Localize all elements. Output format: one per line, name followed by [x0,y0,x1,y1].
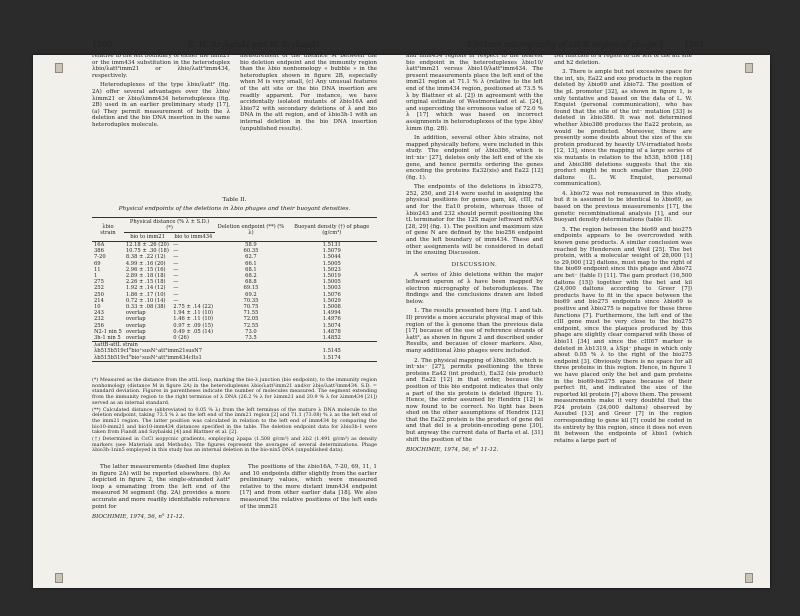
cell-imm434: — [173,279,179,286]
cell-deletion: 71.55 [243,310,259,317]
cell-strain: 7-20 [94,254,106,261]
cell-deletion: 68.8 [245,279,257,286]
cell-imm434: — [173,273,179,280]
cell-strain: 16A [94,242,105,248]
table-note: (†) Determined in CsCl isopycnic gradients, employing λpapa (1.508 g/cm³) and λb2 (1.491 g/cm³) as density markers (see Materials and Methods). The figures represent the averages of several determinations. Phage λbio3h-1nin5 employed in this study has an internal deletion in the bio-nin5 DNA (unpublished data). [92,436,377,454]
cell-deletion: 62.7 [245,254,257,261]
cell-density: 1.5029 [322,297,341,304]
running-authors [188,40,322,49]
running-authors-text: E. H. Szybalski and W. Szybalski. [188,40,322,49]
cell-imm434: 1.94 ± .11 (10) [173,310,214,317]
cell-strain: 3h-1 nin 5 [94,335,121,342]
cell-imm434: 0.97 ± .09 (15) [173,322,214,329]
column-2-top [240,53,377,191]
cell-imm434: — [173,242,179,248]
paragraph: Heteroduplexes of the type λbio/λatt² (fig. 2A) offer several advantages over the λbio/λimm21 or λbio/λimm434 heteroduplexes (fig. 2B) used in an earlier preliminary study [17], (a) They permit measurement of both the λ deletion and the bio DNA insertion in the same heteroduplex molecule. [92,82,230,128]
cell-imm21: 10.75 ± .30 (18) [125,248,169,255]
cell-density: 1.5019 [322,273,341,280]
cell-imm434: 0.49 ± .05 (14) [173,328,214,335]
paragraph: 2. The physical mapping of λbio386, which is int⁻xis⁻ [27], permits positioning the three proteins Ea42 (int product), Ea32 (xis product) and Ea22 [12] in that order, because the position of this bio endpoint indicates that only a part of the xis protein is deleted (figure 1). Hence, the order assumed by Hendrix [12] is now found to be correct. No light has been shed on the other assumptions of Hendrix [12] that the Ea22 protein is the product of gene del and that del is a protein-encoding gene [30], but anyway the current data of Barta et al. [31] shift the position of the [406,357,543,443]
cell-density: 1.4994 [322,310,341,317]
cell-density: 1.5131 [322,242,341,248]
cell-imm21: 8.38 ± .22 (12) [125,254,166,261]
table-title: Physical endpoints of the deletions in λbio phages and their buoyant densities. [118,206,351,212]
ref-label: λattB-attL strain [92,342,377,349]
cell-ref-strain: λb515b519cI°bio⁺susN⁺att²imm434cIts1 [94,354,202,361]
cell-strain: 1 [94,273,98,280]
cell-deletion: 72.55 [243,322,259,329]
running-title [467,40,666,49]
cell-density: 1.5074 [322,322,341,329]
column-1-bottom [92,464,230,526]
cell-imm434: — [173,291,179,298]
column-1-top [92,53,230,191]
cell-strain: 252 [94,285,104,292]
col-header-density: Buoyant density (†) of phage (g/cm³) [287,218,377,242]
column-2-bottom [240,464,377,526]
journal-footer-right: BIOCHIMIE, 1974, 56, n° 11-12. [406,447,499,454]
table-row [92,335,377,342]
cell-imm21: 2.96 ± .15 (16) [125,266,166,273]
paragraph: The endpoints of the deletions in λbio275, 252, 250, and 214 were useful in assigning the physical positions for genes gam, kil, cIII, ral and for the Ea10 protein, whereas those of λbio243 and 232 should permit positioning the tL terminator for the 12S major leftward mRNA [28, 29] (fig. 1). The position and maximum size of gene N are defined by the bio256 endpoint and the left boundary of imm434. These and other assignments will be considered in detail in the ensuing Discussion. [406,184,543,257]
cell-density: 1.4852 [322,335,341,342]
table-notes [92,378,377,455]
page-number-right: 1501 [684,40,705,49]
paragraph: 4. λbio72 was not remeasured in this study, but it is assumed to be identical to λbio69, as based on the previous measurements [17], the genetic recombinational analysis [1], and our buoyant density determinations (table II). [554,190,692,224]
cell-imm21: overlap [125,316,146,323]
table-row-ref [92,355,377,361]
running-title-text: Electron micrography of att-N region of phage λ. [467,40,667,49]
table-caption [92,197,377,212]
staple-top-left [55,63,63,73]
paragraph: measurement of the distance M between the bio deletion endpoint and the immunity region than the λbio nonhomology « bubble » in the heteroduplex shown in figure 2B, especially when M is very small, (c) Any unusual features of the att site or the bio DNA insertion are readily apparent. For instance, we have accidentally isolated mutants of λbio16A and λbio72 with secondary deletions of λ and bio DNA in the att region, and of λbio3h-1 with an internal deletion in the bio DNA insertion (unpublished results). [240,53,377,132]
staple-bottom-right [745,573,753,583]
cell-density: 1.5079 [322,248,341,255]
cell-density: 1.5005 [322,279,341,286]
cell-density: 1.5044 [322,254,341,261]
data-table [92,217,377,362]
cell-imm21: 1.92 ± .14 (12) [125,285,166,292]
cell-imm21: 0.33 ± .08 (38) [125,304,166,311]
cell-imm21: 12.18 ± .26 (20) [125,242,169,248]
cell-deletion: 70.75 [243,304,259,311]
cell-density: 1.4976 [322,316,341,323]
paragraph: 1. The results presented here (fig. 1 and tab. II) provide a more accurate physical map of this region of the λ genome than the previous data [17] because of the use of reference strands of λatt², as shown in figure 2 and described under Results, and because of closer markers. Also, many additional λbio phages were included. [406,308,543,354]
staple-top-right [745,63,753,73]
cell-imm434: — [173,248,179,255]
col-header-deletion: Deletion endpoint (**) (% λ) [215,218,286,242]
cell-imm21: overlap [125,335,146,342]
cell-imm21: overlap [125,322,146,329]
cell-deletion: 73.5 [245,335,257,342]
cell-imm434: — [173,297,179,304]
cell-density: 1.4878 [322,328,341,335]
cell-imm21: overlap [125,328,146,335]
col-header-physical: Physical distance (% λ ± S.D.) (*) [124,218,216,233]
cell-imm21: 0.72 ± .10 (14) [125,297,166,304]
cell-deletion: 58.9 [245,242,257,248]
cell-ref-strain: λb515b519cI°bio⁺susN⁺att²imm21susN7 [94,348,203,355]
table-note: (**) Calculated distance (abbreviated to 0.05 % λ) from the left terminus of the mature λ DNA molecule to the deletion endpoint, taking 73.5 % λ as the left end of the imm21 region [2] and 71.1 (73.08) % λ as the left end of the imm21 region. The latter position was calculated in relation to the left end of imm434 by comparing the bio10-imm21 and bio10-imm434 distances specified in the table. The deletion endpoint data for λbio3h-1 were taken from Fiandt and Szybalski [4] and Blattner et al. [2]. [92,406,377,436]
cell-density: 1.5076 [322,291,341,298]
table-note: (*) Measured as the distance from the attL loop, marking the bio-λ junction (bio endpoint), to the immunity region nonhomology (distance M in figure 2A) in the heteroduplexes λbio/λatt²imm21 and/or λbio/λatt²imm434. S.D. = standard deviation. Figures in parentheses indicate the number of molecules measured. The segment extending from the immunity region to the right terminus of λ DNA (26.2 % λ for λimm21 and 20.9 % λ for λimm434 [21]) served as an internal standard. [92,377,377,406]
paragraph: The positions of the λbio16A, 7-20, 69, 11, 1 and 10 endpoints differ slightly from the earlier preliminary values, which were measured relative to the more distant imm434 endpoint [17] and from other earlier data [18]. We also measured the relative positions of the left ends of the imm21 [240,464,377,510]
cell-deletion: 66.1 [245,260,257,267]
cell-density: 1.5003 [322,285,341,292]
cell-density: 1.5023 [322,266,341,273]
cell-deletion: 69.2 [245,291,257,298]
paragraph: The latter measurements (dashed line duplex in figure 2A) will be reported elsewhere. (b) As depicted in figure 2, the single-stranded λatt² loop a emanating from the left end of the measured M segment (fig. 2A) provides a more accurate and more readily identifiable reference point for [92,464,230,510]
cell-density: 1.5005 [322,260,341,267]
cell-strain: 10 [94,304,101,311]
cell-imm21: overlap [125,310,146,317]
cell-imm21: 1.86 ± .17 (10) [125,291,166,298]
cell-imm434: 0 (26) [173,335,189,342]
paragraph: 5. The region between the bio69 and bio275 endpoints appears to be overcrowded with known gene products. A similar conclusion was reached by Henderson and Weil [25]. The bet protein, with a molecular weight of 28,000 [1] to 29,000 [12] daltons, must map to the right of the bio69 endpoint since this phage and λbio72 are bet⁻ (table I) [11]. The gam product (16,500 daltons [15]) together with the bet and kil (24,000 daltons according to Greer [7]) products have to fit in the space between the bio69 and bio275 endpoints since λbio69 is positive and λbio275 is negative for these three functions [7]. Furthermore, the left end of the cIII gene must be very close to the bio275 endpoint, since the plaques produced by this phage are slightly clear compared with those of λbio11 [34] and since the cIII67 marker is deleted in λb1319, a λSpi⁻ phage in which only about 0.05 % λ to the right of the bio275 endpoint [3]. Obviously there is no space for all three proteins in this region. Hence, in figure 1 we have placed only the bet and gam proteins in the bio69-bio275 space because of their perfect fit, and indicated the size of the reported kil protein [7] above them. The present measurements make it very doubtful that the P24 protein (24,000 daltons) observed by Ausubel [13] and Greer [7] in the region corresponding to gene kil [7] could be coded in its entirety by this region, since it does not even fit between the endpoints of λbio1 (which retains a large part of [554,226,692,444]
cell-deletion: 60.35 [243,248,259,255]
cell-strain: 386 [94,248,104,255]
cell-imm434: — [173,285,179,292]
cell-deletion: 72.05 [243,316,259,323]
paragraph: In addition, several other λbio strains, not mapped physically before, were included in this study. The endpoint of λbio386, which is int⁻xis⁻ [27], deletes only the left end of the xis gene, and hence permits ordering the genes encoding the proteins Ea32(xis) and Ea22 [12] (fig. 1). [406,135,543,181]
cell-imm434: 2.75 ± .14 (22) [173,304,214,311]
cell-strain: 256 [94,322,104,329]
col-header-strain: λbio strain [92,218,124,242]
cell-imm434: — [173,260,179,267]
cell-strain: 69 [94,260,101,267]
cell-density: 1.5145 [322,348,341,355]
col-header-imm21: bio to imm21 [124,233,171,242]
section-heading-discussion: DISCUSSION. [451,261,498,268]
cell-deletion: 70.35 [243,297,259,304]
cell-deletion: 68.1 [245,266,257,273]
cell-deletion: 68.2 [245,273,257,280]
cell-strain: 11 [94,266,101,273]
cell-strain: 232 [94,316,104,323]
paragraph: 3. There is ample but not excessive space for the int, xis, Ea22 and exo products in the region deleted by λbio69 and λbio72. The position of the pL promoter [32], as shown in figure 1, is only tentative and based on the data of L. W. Enquist (personal communication), who has found that the site of the int⁻ mutation [33] is deleted in λbio386. It was not determined whether λbio386 produces the Ea22 protein, as would be predicted. Moreover, there are presently some doubts about the size of the xis protein produced by heavily UV-irradiated hosts [12, 13], since the mapping of a large series of xis mutants in relation to the b538, b508 [18] and λbio386 deletions suggests that the xis product might be much smaller than 22,000 daltons (L. W. Enquist, personal communication). [554,69,692,188]
cell-imm434: 1.46 ± .11 (10) [173,316,214,323]
cell-imm21: 2.89 ± .18 (18) [125,273,166,280]
cell-strain: 214 [94,297,104,304]
page-number-left: 1500 [92,40,113,49]
column-3 [406,53,543,531]
cell-imm434: — [173,254,179,261]
journal-footer-left: BIOCHIMIE, 1974, 56, n° 11-12. [92,514,185,521]
paragraph: and imm434 regions in respect to the nearest bio endpoint in the heteroduplexes λbio10/λatt²imm21 versus λbio10/λatt²imm434. The present measurements place the left end of the imm21 region at 71.1 % λ (relative to the left end of the imm434 region, positioned at 73.5 % λ by Blattner et al. [2]) in agreement with the original estimate of Westmoreland et al. [24], and superceding the erroneous value of 72.0 % λ [17] which was based on incorrect assignments in heteroduplexes of the type λbio/λimm (fig. 2B). [406,53,543,132]
cell-deletion: 73.0 [245,328,257,335]
cell-deletion: 69.15 [243,285,259,292]
paragraph: relative to the left boundary of either the imm21 or the imm434 substitution in the heteroduplex λbio/λatt²imm21 or λbio/λatt²imm434, respectively. [92,53,230,79]
cell-imm21: 2.26 ± .15 (18) [125,279,166,286]
cell-imm21: 4.99 ± .16 (20) [125,260,166,267]
paragraph: Del function to a region to the left of the att site and h2 deletion. [554,53,692,66]
cell-strain: N2-1 nin 5 [94,328,122,335]
table-label: Table II. [222,197,247,203]
cell-density: 1.5174 [322,354,341,361]
column-4 [554,53,692,531]
paragraph: A series of λbio deletions within the major leftward operon of λ have been mapped by electron micrography of heteroduplexes. The findings and the conclusions drawn are listed below. [406,272,543,305]
staple-bottom-left [55,573,63,583]
cell-imm434: — [173,266,179,273]
cell-strain: 250 [94,291,104,298]
cell-strain: 275 [94,279,104,286]
cell-density: 1.5008 [322,304,341,311]
col-header-imm434: bio to imm434 [171,233,215,242]
table-row-ref-label [92,342,377,349]
cell-strain: 243 [94,310,104,317]
